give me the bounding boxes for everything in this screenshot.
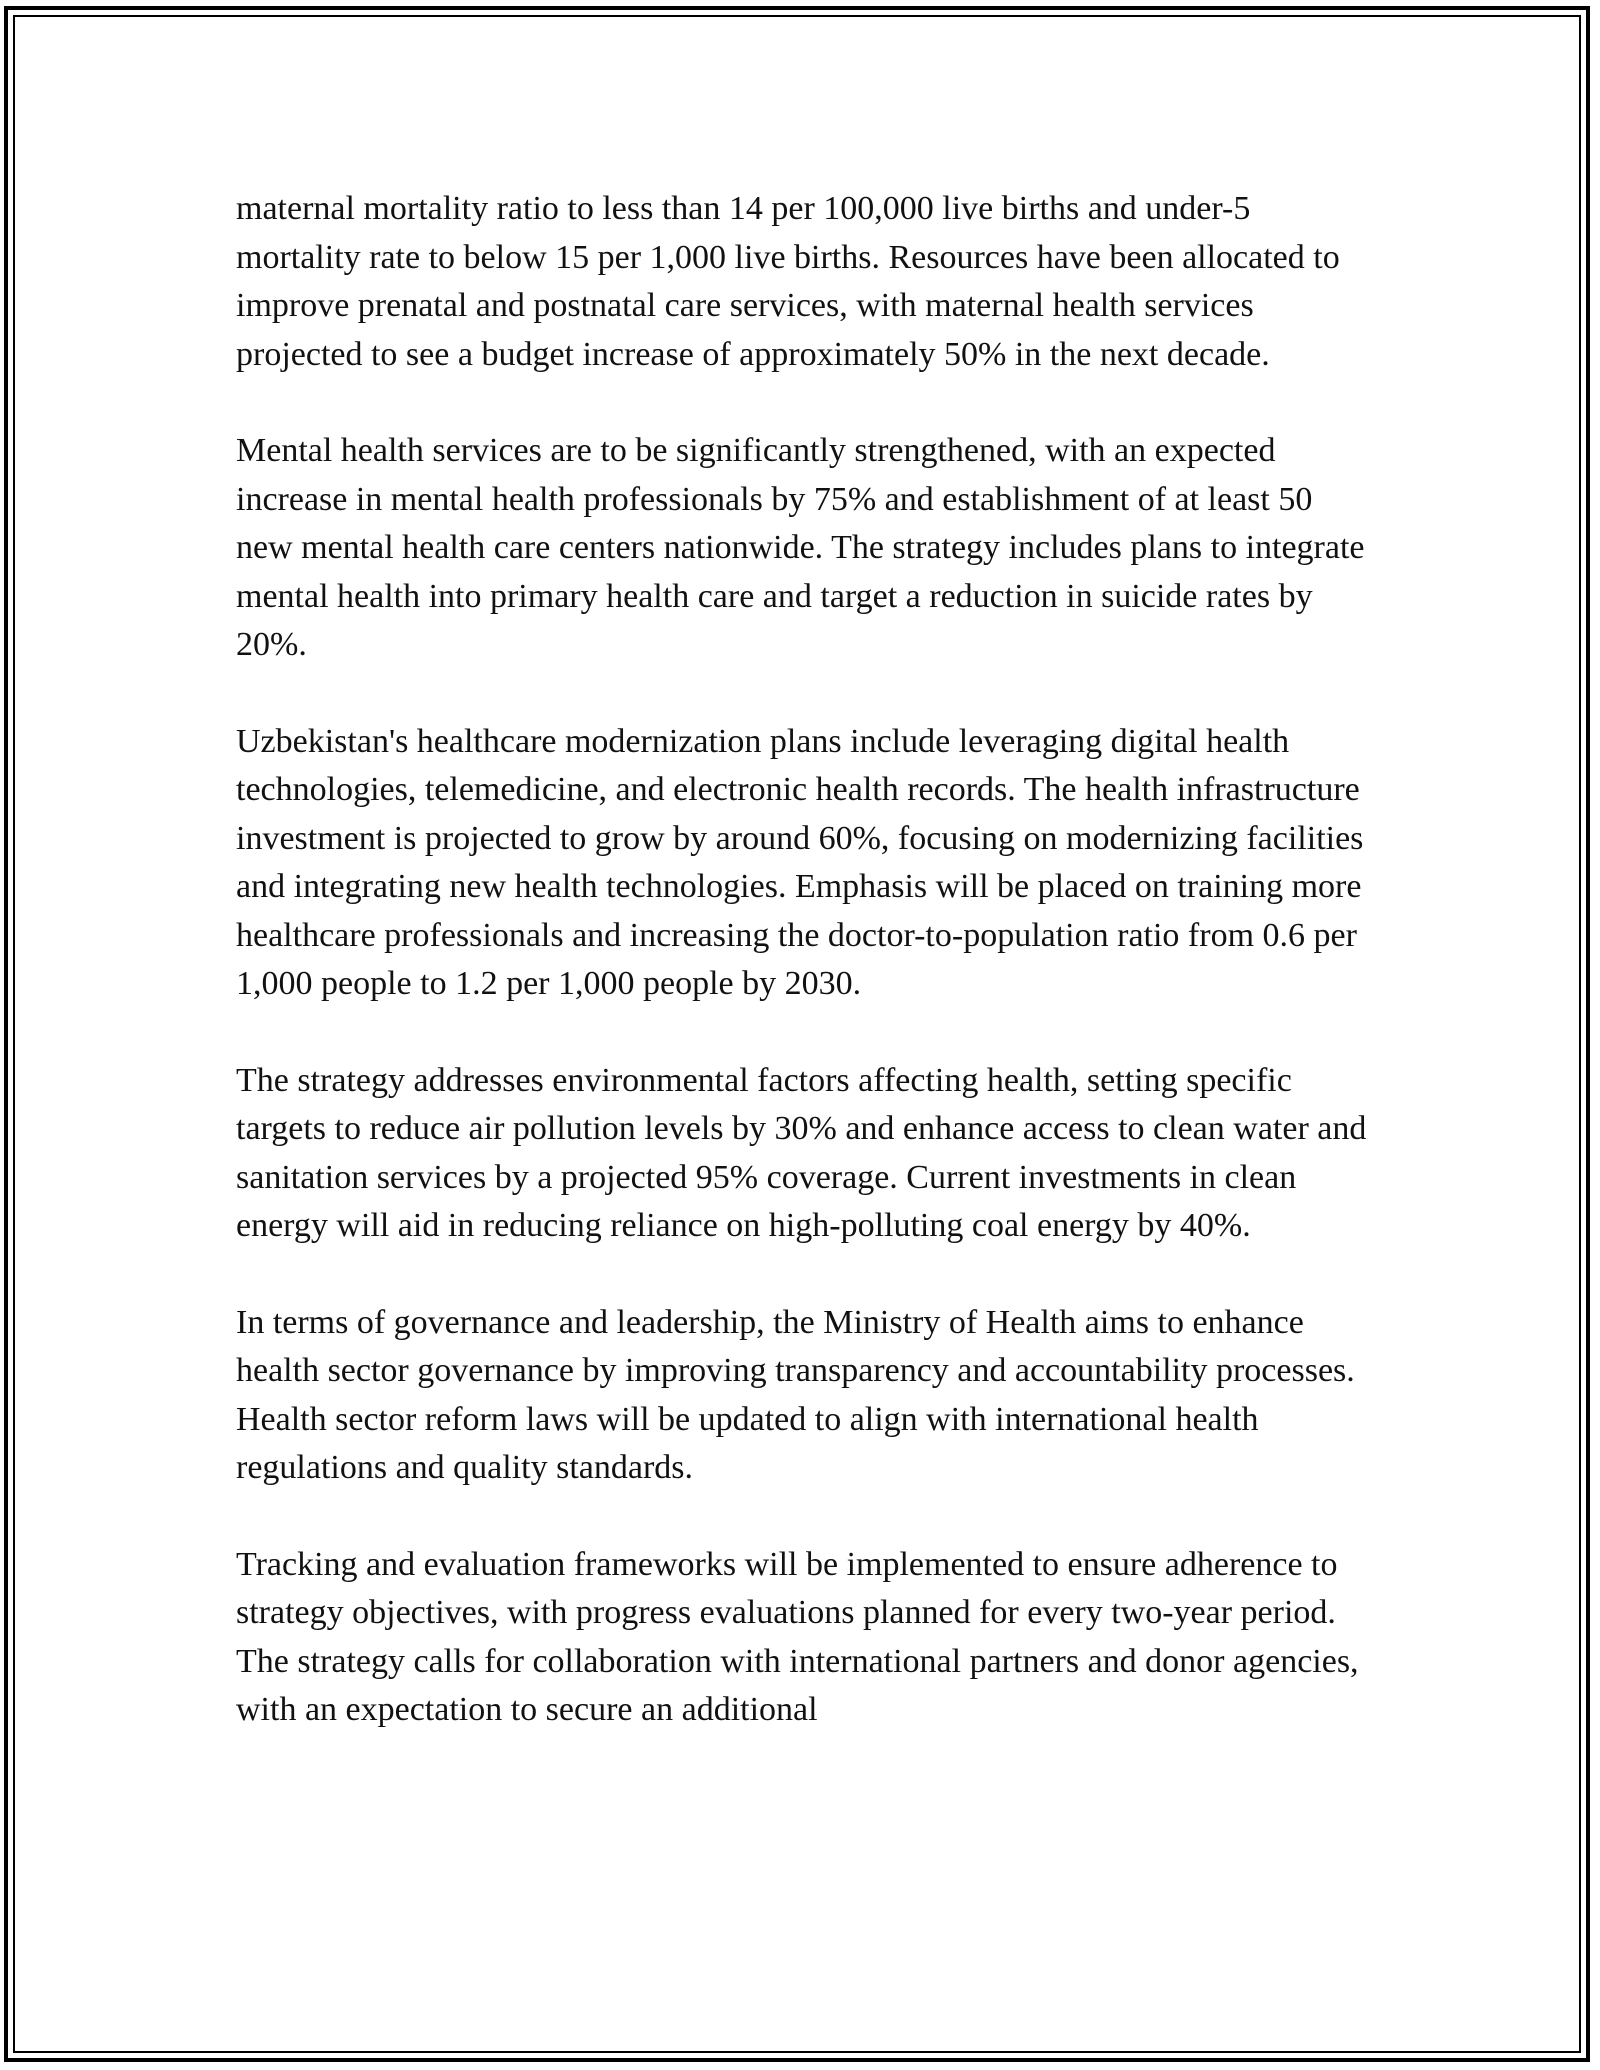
paragraph-evaluation: Tracking and evaluation frameworks will be implemented to ensure adherence to strategy objectives, with progress evaluations planned for every two-year period. The strategy calls for collaboration with international partners and donor agencies, with an expectation to secure an additional	[236, 1545, 1359, 1728]
paragraph-mental-health: Mental health services are to be significantly strengthened, with an expected increase in mental health professionals by 75% and establishment of at least 50 new mental health care centers nationwide. The strategy includes plans to integrate mental health into primary health care and target a reduction in suicide rates by 20%.	[236, 432, 1365, 663]
paragraph-governance: In terms of governance and leadership, the Ministry of Health aims to enhance health sector governance by improving transparency and accountability processes. Health sector reform laws will be updated to align with international health regulations and quality standards.	[236, 1303, 1355, 1486]
paragraph-maternal-health: maternal mortality ratio to less than 14 per 100,000 live births and under-5 mortality rate to below 15 per 1,000 live births. Resources have been allocated to improve prenatal and postnatal care services, with maternal health services projected to see a budget increase of approximately 50% in the next decade.	[236, 190, 1340, 373]
paragraph-environment: The strategy addresses environmental factors affecting health, setting specific targets to reduce air pollution levels by 30% and enhance access to clean water and sanitation services by a projected 95% coverage. Current investments in clean energy will aid in reducing reliance on high-polluting coal energy by 40%.	[236, 1061, 1367, 1244]
paragraph-modernization: Uzbekistan's healthcare modernization plans include leveraging digital health technologies, telemedicine, and electronic health records. The health infrastructure investment is projected to grow by around 60%, focusing on modernizing facilities and integrating new health technologies. Emphasis will be placed on training more healthcare professionals and increasing the doctor-to-population ratio from 0.6 per 1,000 people to 1.2 per 1,000 people by 2030.	[236, 722, 1364, 1002]
document-body	[236, 185, 1376, 1735]
